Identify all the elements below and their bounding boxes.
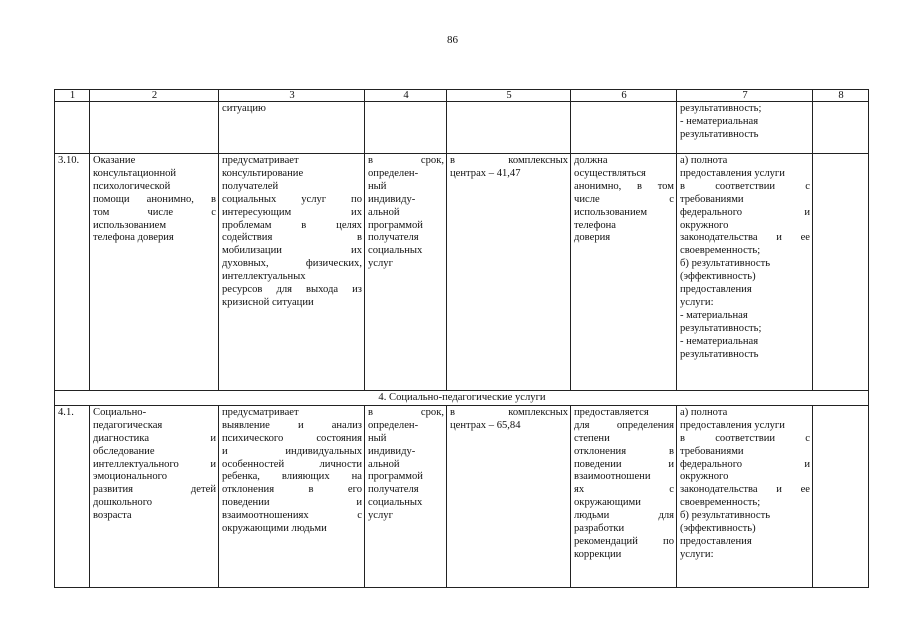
service-name-cell [90,102,219,154]
continuation-row [55,102,869,154]
number-cell [55,102,90,154]
cell-text-line: психического состояния [222,432,362,444]
cell-text-line: а) полнота [680,406,728,418]
extra-cell [813,154,869,391]
cell-text-line: социальных услуг по [222,193,362,205]
row-number: 4.1. [55,405,90,587]
cell-text-line: - нематериальная [680,335,759,347]
cell-text-line: разработки [574,523,625,535]
cell-text-line: требованиями [680,193,744,205]
cell-text-line: альной [368,206,400,218]
cell-text-line: предоставления [680,535,752,547]
cell-text-line: социальных [368,245,423,257]
cell-text-line: и индивидуальных [222,445,362,457]
term-cell [365,102,447,154]
description-cell [219,154,365,391]
header-cell: 1 [55,90,90,102]
cell-text-line: в соответствии с [680,180,810,192]
cell-text-line: ный [368,432,387,444]
cell-text-line: получателей [222,180,279,192]
cell-text-line: телефона доверия [93,232,174,244]
cell-text-line: получателя [368,484,419,496]
cell-text-line: для определения [574,419,674,431]
page-number: 86 [447,34,458,46]
cell-text-line: в срок, [368,406,444,418]
cell-text-line: возраста [93,510,132,522]
cell-text-line: окружающими людьми [222,523,327,535]
cell-text-line: выявление и анализ [222,419,362,431]
cell-text-line: б) результативность [680,510,771,522]
cell-text-line: предусматривает [222,155,299,166]
cell-text-line: кризисной ситуации [222,296,314,308]
cell-text-line: коррекции [574,548,622,560]
cell-text-line: использованием [93,219,167,231]
service-name-cell [90,154,219,391]
quality-cell [677,154,813,391]
cell-text-line: результативность [680,348,759,360]
tariff-cell [447,102,571,154]
cell-text-line: поведении и [574,458,674,470]
cell-text-line: в комплексных [450,155,568,166]
cell-text-line: предусматривает [222,406,299,418]
cell-text-line: получателя [368,232,419,244]
header-cell: 3 [219,90,365,102]
cell-text-line: должна [574,155,608,166]
cell-text-line: степени [574,432,610,444]
conditions-cell [571,405,677,587]
cell-text-line: индивиду- [368,193,416,205]
cell-text-line: ях с [574,484,674,496]
cell-text-line: содействия в [222,232,362,244]
row-number: 3.10. [55,154,90,391]
tariff-cell [447,405,571,587]
cell-text-line: Оказание [93,155,136,166]
header-cell: 4 [365,90,447,102]
header-cell: 8 [813,90,869,102]
tariff-cell [447,154,571,391]
cell-text-line: федерального и [680,206,810,218]
cell-text-line: результативность; [680,322,762,334]
cell-text-line: особенностей личности [222,458,362,470]
cell-text-line: людьми для [574,510,674,522]
cell-text-line: проблемам в целях [222,219,362,231]
quality-cell [677,405,813,587]
cell-text-line: центрах – 41,47 [450,167,521,179]
cell-text-line: социальных [368,497,423,509]
cell-text-line: ситуацию [222,103,266,114]
cell-text-line: ресурсов для выхода из [222,284,362,296]
cell-text-line: предоставления [680,284,752,296]
cell-text-line: предоставляется [574,406,649,418]
cell-text-line: а) полнота [680,155,728,166]
cell-text-line: определен- [368,167,419,179]
header-cell: 6 [571,90,677,102]
cell-text-line: диагностика и [93,432,216,444]
cell-text-line: дошкольного [93,497,153,509]
conditions-cell [571,154,677,391]
cell-text-line: (эффективность) [680,271,756,283]
table-row [55,405,869,587]
description-cell [219,102,365,154]
cell-text-line: результативность; [680,103,762,114]
cell-text-line: ный [368,180,387,192]
section-title: 4. Социально-педагогические услуги [55,391,869,406]
quality-cell [677,102,813,154]
cell-text-line: мобилизации их [222,245,362,257]
cell-text-line: отклонения в его [222,484,362,496]
cell-text-line: том числе с [93,206,216,218]
cell-text-line: в соответствии с [680,432,810,444]
header-cell: 7 [677,90,813,102]
cell-text-line: интересующим их [222,206,362,218]
extra-cell [813,102,869,154]
term-cell [365,405,447,587]
cell-text-line: Социально- [93,406,147,418]
cell-text-line: взаимоотношениях с [222,510,362,522]
services-table [54,89,869,588]
cell-text-line: федерального и [680,458,810,470]
cell-text-line: предоставления услуги [680,419,785,431]
cell-text-line: услуг [368,258,393,270]
cell-text-line: педагогическая [93,419,163,431]
conditions-cell [571,102,677,154]
cell-text-line: услуг [368,510,393,522]
cell-text-line: духовных, физических, [222,258,362,270]
extra-cell [813,405,869,587]
cell-text-line: доверия [574,232,611,244]
cell-text-line: услуги: [680,296,714,308]
cell-text-line: своевременность; [680,245,761,257]
table-row [55,154,869,391]
cell-text-line: определен- [368,419,419,431]
cell-text-line: своевременность; [680,497,761,509]
cell-text-line: центрах – 65,84 [450,419,521,431]
cell-text-line: развития детей [93,484,216,496]
cell-text-line: поведении и [222,497,362,509]
cell-text-line: окружного [680,219,729,231]
cell-text-line: психологической [93,180,171,192]
cell-text-line: обследование [93,445,155,457]
section-row [55,391,869,406]
term-cell [365,154,447,391]
cell-text-line: осуществляться [574,167,646,179]
cell-text-line: анонимно, в том [574,180,674,192]
cell-text-line: интеллектуального и [93,458,216,470]
cell-text-line: телефона [574,219,616,231]
cell-text-line: интеллектуальных [222,271,306,283]
cell-text-line: в срок, [368,155,444,166]
cell-text-line: окружного [680,471,729,483]
cell-text-line: - материальная [680,309,748,321]
cell-text-line: результативность [680,128,759,140]
cell-text-line: альной [368,458,400,470]
cell-text-line: предоставления услуги [680,167,785,179]
cell-text-line: рекомендаций по [574,535,674,547]
cell-text-line: - нематериальная [680,115,759,127]
cell-text-line: б) результативность [680,258,771,270]
description-cell [219,405,365,587]
cell-text-line: индивиду- [368,445,416,457]
service-name-cell [90,405,219,587]
cell-text-line: консультирование [222,167,304,179]
cell-text-line: ребенка, влияющих на [222,471,362,483]
cell-text-line: законодательства и ее [680,484,810,496]
cell-text-line: помощи анонимно, в [93,193,216,205]
cell-text-line: (эффективность) [680,523,756,535]
cell-text-line: в комплексных [450,406,568,418]
cell-text-line: услуги: [680,548,714,560]
cell-text-line: законодательства и ее [680,232,810,244]
cell-text-line: числе с [574,193,674,205]
cell-text-line: окружающими [574,497,641,509]
header-cell: 5 [447,90,571,102]
cell-text-line: взаимоотношени [574,471,651,483]
cell-text-line: требованиями [680,445,744,457]
header-cell: 2 [90,90,219,102]
header-row [55,90,869,102]
cell-text-line: программой [368,219,423,231]
cell-text-line: консультационной [93,167,177,179]
cell-text-line: отклонения в [574,445,674,457]
cell-text-line: эмоционального [93,471,168,483]
cell-text-line: использованием [574,206,648,218]
cell-text-line: программой [368,471,423,483]
